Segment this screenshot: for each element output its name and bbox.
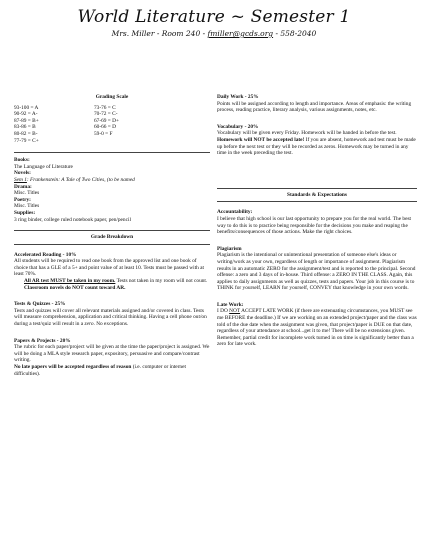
grade-cell: 73-76 = C [94,104,116,111]
vocabulary-title: Vocabulary - 20% [217,123,259,130]
tests-body-part1: Tests and quizzes will cover all relevant materials assigned and/or covered in class. Tests will measure comprehension, application and critical thinking. Having a cell phone out/on during a test/quiz will result in a [14,307,207,328]
accountability-title: Accountability: [217,209,253,216]
grade-cell: 77-79 = C+ [14,137,39,144]
late-work-body [217,308,417,348]
books-value: The Language of Literature [14,163,73,170]
ar-test-rule: All AR test MUST be taken in my room. [24,278,116,285]
late-not: NOT [229,308,241,315]
tests-quizzes-body [14,308,210,328]
grade-cell: 59-0 = F [94,130,113,137]
plagiarism-body: Plagiarism is the intentional or unintentional presentation of someone else's ideas or writing/work as your own, regardless of length or importance of assignment. Plagiarism results in an automatic ZERO for the assignment/test and is reported to the principal. Second offense: a zero and 3 days of in-house. Third offense: a ZERO IN THE CLASS. Again, this applies to daily assignments as well as quizzes, tests and papers. Your job in this course is to THINK for yourself, LEARN for yourself, CONVEY that knowledge in your own words. [217,252,416,292]
grade-cell: 93-100 = A [14,104,39,111]
late-body-text: ACCEPT LATE WORK (if there are extenuating circumstances, you MUST see me BEFORE the deadline.) If we are working on an extended project/paper and the class was told of the due date when the assignment was given, that project/paper is DUE on that date, regardless of your attendance at school...get it to me! There will be no extensions given. Remember, partial credit for incomplete work turned in on time is significantly better than a zero for late work. [217,308,417,348]
novels-value: : Frankenstein: A Tale of Two Cities, (to be named [26,176,135,183]
papers-projects-title: Papers & Projects - 20% [14,337,71,344]
late-pre: I DO [217,308,230,315]
left-column: Grading Scale 93-100 = A 73-76 = C 90-92 = A- 70-72 = C- 87-89 = B+ 67-69 = D+ 83-86 = B 60-66 = D 80-82 = B- 59-0 = F 77-79 = C+ Books: The Language of Literature Novels: Sem 1: Frankenstein: A Tale of Two Cities, (to be named Drama: Misc. Titles Poetry: Misc. Titles Supplies: 3 ring binder, college ruled notebook paper, pen/pencil Grade Breakdown Accelerated Reading - 10% All students will be required to read one book from the approved list and one book of choice that has a GLE of a 5+ and point value of at least 10. Tests must be passed with at least 70%. All AR test MUST be taken in my room. Tests not taken in my room will not count. Classroom novels do NOT count toward AR. Tests & Quizzes - 25% Tests and quizzes will cover all relevant materials assigned and/or covered in class. Tests will measure comprehension, application and critical thinking. Having a cell phone out/on during a test/quiz will result in a zero. No exceptions. Papers & Projects - 20% The rubric for each paper/project will be given at the time the paper/project is assigned. We will be doing a MLA style research paper, expository, persuasive and compare/contrast writing. No late papers will be accepted regardless of reason (i.e. computer or internet difficulties). [14,94,210,377]
accelerated-reading-body: All students will be required to read one book from the approved list and one book of choice that has a GLE of a 5+ and point value of at least 10. Tests must be passed with at least 70%. [14,258,204,278]
grade-cell: 67-69 = D+ [94,117,120,124]
supplies-value: 3 ring binder, college ruled notebook paper, pen/pencil [14,216,131,223]
accountability-body: I believe that high school is our last opportunity to prepare you for the real world. The best way to do this is to practice being responsible for the decisions you make and reaping the benefits/consequences of those actions. Make the right choices. [217,215,412,236]
grade-cell: 87-89 = B+ [14,117,39,124]
grading-scale-table [14,105,210,145]
late-work-title: Late Work: [217,301,244,308]
email-link[interactable]: fmiller@gcds.org [207,29,274,38]
grade-cell: 60-66 = D [94,124,117,131]
papers-late-rule: No late papers will be accepted regardless of reason [14,364,132,370]
classroom-novels-note: Classroom novels do NOT count toward AR. [24,284,126,291]
plagiarism-title: Plagiarism [217,245,242,252]
vocabulary-body [217,130,417,156]
grading-scale-heading: Grading Scale [95,94,129,100]
teacher-contact [0,28,428,39]
supplies-label: Supplies [14,209,34,216]
standards-heading: Standards & Expectations [217,188,417,203]
books-label: Books [14,157,28,164]
poetry-value: Misc. Titles [14,203,40,210]
accelerated-reading-title: Accelerated Reading - 10% [14,251,77,258]
grade-cell: 83-86 = B [14,124,36,131]
contact-prefix: Mrs. Miller - Room 240 - [111,29,208,38]
page-title: World Literature ~ Semester 1 [77,7,351,27]
page-header [0,8,428,39]
drama-value: Misc. Titles [14,190,40,197]
right-column [217,94,417,348]
contact-suffix: - 558-2040 [273,29,317,38]
drama-label: Drama [14,183,31,190]
grade-breakdown-heading: Grade Breakdown [14,230,210,245]
tests-body-part2: . No exceptions. [93,321,129,328]
papers-late-rest: (i.e. computer or internet difficulties). [14,364,186,377]
novels-label: Novels [14,170,30,177]
vocab-late-rule: Homework will NOT be accepted late! [217,136,305,143]
grade-cell: 70-72 = C- [94,111,118,118]
tests-body-zero: zero [84,321,94,328]
novels-semester: Sem 1 [14,176,27,183]
grade-cell: 80-82 = B- [14,130,38,137]
grade-cell [94,138,158,145]
papers-projects-body: The rubric for each paper/project will be given at the time the paper/project is assigned. We will be doing a MLA style research paper, expository, persuasive and compare/contrast writing. [14,344,210,364]
daily-work-body: Points will be assigned according to length and importance. Areas of emphasis: the writing process, reading practice, literary analysis, various assignments, notes, etc. [217,100,412,114]
daily-work-title: Daily Work - 25% [217,94,259,100]
vocab-body-part1: Vocabulary will be given every Friday. Homework will be handed in before the test. [217,130,397,137]
grade-cell: 90-92 = A- [14,111,38,118]
vocab-body-part2: If you are absent, homework and test must be made up before the next test or they will be recorded as zeros. Homework may be turned in any time in the week preceding the test. [217,136,416,157]
poetry-label: Poetry [14,196,30,203]
tests-quizzes-title: Tests & Quizzes - 25% [14,301,66,308]
ar-test-rest: Tests not taken in my room will not count. [115,278,208,285]
